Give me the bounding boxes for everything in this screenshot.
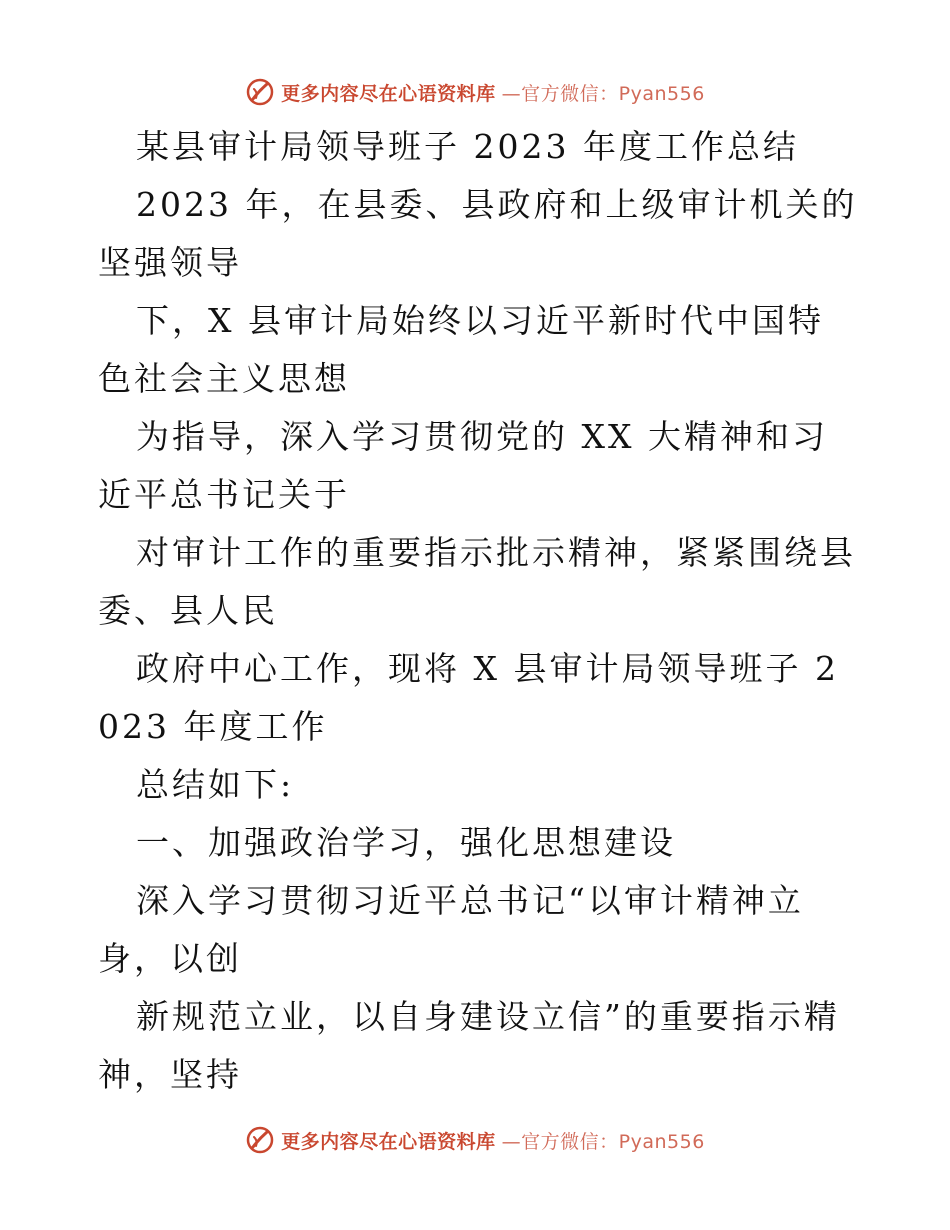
brush-logo-icon	[245, 1125, 275, 1155]
paragraph: 总结如下:	[136, 765, 295, 804]
document-body	[98, 118, 858, 1104]
paragraph: 对审计工作的重要指示批示精神，紧紧围绕县委、县人民	[98, 533, 856, 630]
paragraph: 2023 年，在县委、县政府和上级审计机关的坚强领导	[98, 185, 858, 282]
watermark-sub-text: —官方微信：Pyan556	[501, 1130, 705, 1153]
document-title: 某县审计局领导班子 2023 年度工作总结	[136, 127, 799, 166]
paragraph: 深入学习贯彻习近平总书记“以审计精神立身，以创	[98, 881, 804, 978]
watermark-header	[0, 72, 950, 112]
brush-logo-icon	[245, 77, 275, 107]
watermark-sub-text: —官方微信：Pyan556	[501, 82, 705, 105]
watermark-main-text: 更多内容尽在心语资料库	[281, 1130, 496, 1153]
paragraph: 下，X 县审计局始终以习近平新时代中国特色社会主义思想	[98, 301, 824, 398]
paragraph: 政府中心工作，现将 X 县审计局领导班子 2023 年度工作	[98, 649, 839, 746]
watermark-main-text: 更多内容尽在心语资料库	[281, 82, 496, 105]
paragraph: 为指导，深入学习贯彻党的 XX 大精神和习近平总书记关于	[98, 417, 828, 514]
paragraph: 新规范立业，以自身建设立信”的重要指示精神，坚持	[98, 997, 840, 1094]
section-heading: 一、加强政治学习，强化思想建设	[136, 823, 676, 862]
watermark-footer	[0, 1120, 950, 1160]
